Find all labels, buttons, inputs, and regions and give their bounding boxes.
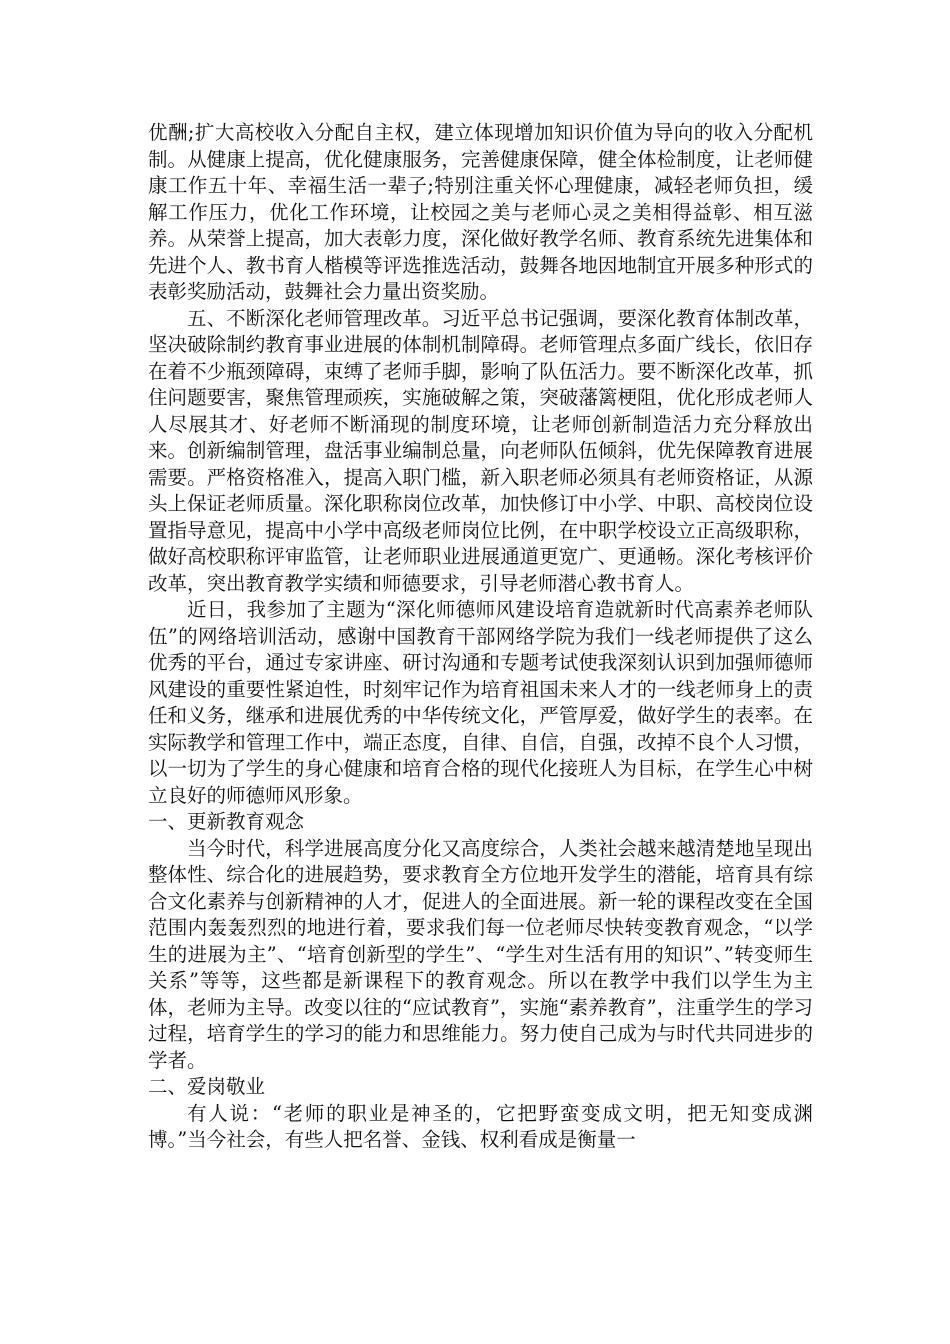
paragraph-continuation: 优酬;扩大高校收入分配自主权，建立体现增加知识价值为导向的收入分配机制。从健康上提高，优化健康服务，完善健康保障，健全体检制度，让老师健康工作五十年、幸福生活一辈子;特别注重关怀心理健康，减轻老师负担，缓解工作压力，优化工作环境，让校园之美与老师心灵之美相得益彰、相互滋养。从荣誉上提高，加大表彰力度，深化做好教学名师、教育系统先进集体和先进个人、教书育人楷模等评选推选活动，鼓舞各地因地制宜开展多种形式的表彰奖励活动，鼓舞社会力量出资奖励。 xyxy=(148,121,813,303)
paragraph-training-reflection: 近日，我参加了主题为“深化师德师风建设培育造就新时代高素养老师队伍”的网络培训活动，感谢中国教育干部网络学院为我们一线老师提供了这么优秀的平台，通过专家讲座、研讨沟通和专题考试使我深刻认识到加强师德师风建设的重要性紧迫性，时刻牢记作为培育祖国未来人才的一线老师身上的责任和义务，继承和进展优秀的中华传统文化，严管厚爱，做好学生的表率。在实际教学和管理工作中，端正态度，自律、自信，自强，改掉不良个人习惯，以一切为了学生的身心健康和培育合格的现代化接班人为目标，在学生心中树立良好的师德师风形象。 xyxy=(148,598,813,807)
paragraph-teacher-management-reform: 五、不断深化老师管理改革。习近平总书记强调，要深化教育体制改革，坚决破除制约教育事业进展的体制机制障碍。老师管理点多面广线长，依旧存在着不少瓶颈障碍，束缚了老师手脚，影响了队伍活力。要不断深化改革，抓住问题要害，聚焦管理顽疾，实施破解之策，突破藩篱梗阻，优化形成老师人人尽展其才、好老师不断涌现的制度环境，让老师创新制造活力充分释放出来。创新编制管理，盘活事业编制总量，向老师队伍倾斜，优先保障教育进展需要。严格资格准入，提高入职门槛，新入职老师必须具有老师资格证，从源头上保证老师质量。深化职称岗位改革，加快修订中小学、中职、高校岗位设置指导意见，提高中小学中高级老师岗位比例，在中职学校设立正高级职称，做好高校职称评审监管，让老师职业进展通道更宽广、更通畅。深化考核评价改革，突出教育教学实绩和师德要求，引导老师潜心教书育人。 xyxy=(148,306,813,595)
section-heading-dedication: 二、爱岗敬业 xyxy=(148,1075,266,1098)
document-page xyxy=(148,120,813,1154)
paragraph-dedication: 有人说：“老师的职业是神圣的，它把野蛮变成文明，把无知变成渊博。”当今社会，有些人把名誉、金钱、权利看成是衡量一 xyxy=(148,1101,813,1151)
section-heading-update-concepts: 一、更新教育观念 xyxy=(148,810,305,833)
paragraph-education-concepts: 当今时代，科学进展高度分化又高度综合，人类社会越来越清楚地呈现出整体性、综合化的进展趋势，要求教育全方位地开发学生的潜能，培育具有综合文化素养与创新精神的人才，促进人的全面进展。新一轮的课程改变在全国范围内轰轰烈烈的地进行着，要求我们每一位老师尽快转变教育观念，“以学生的进展为主”、“培育创新型的学生”、“学生对生活有用的知识”、”转变师生关系”等等，这些都是新课程下的教育观念。所以在教学中我们以学生为主体，老师为主导。改变以往的“应试教育”，实施“素养教育”，注重学生的学习过程，培育学生的学习的能力和思维能力。努力使自己成为与时代共同进步的学者。 xyxy=(148,836,813,1072)
